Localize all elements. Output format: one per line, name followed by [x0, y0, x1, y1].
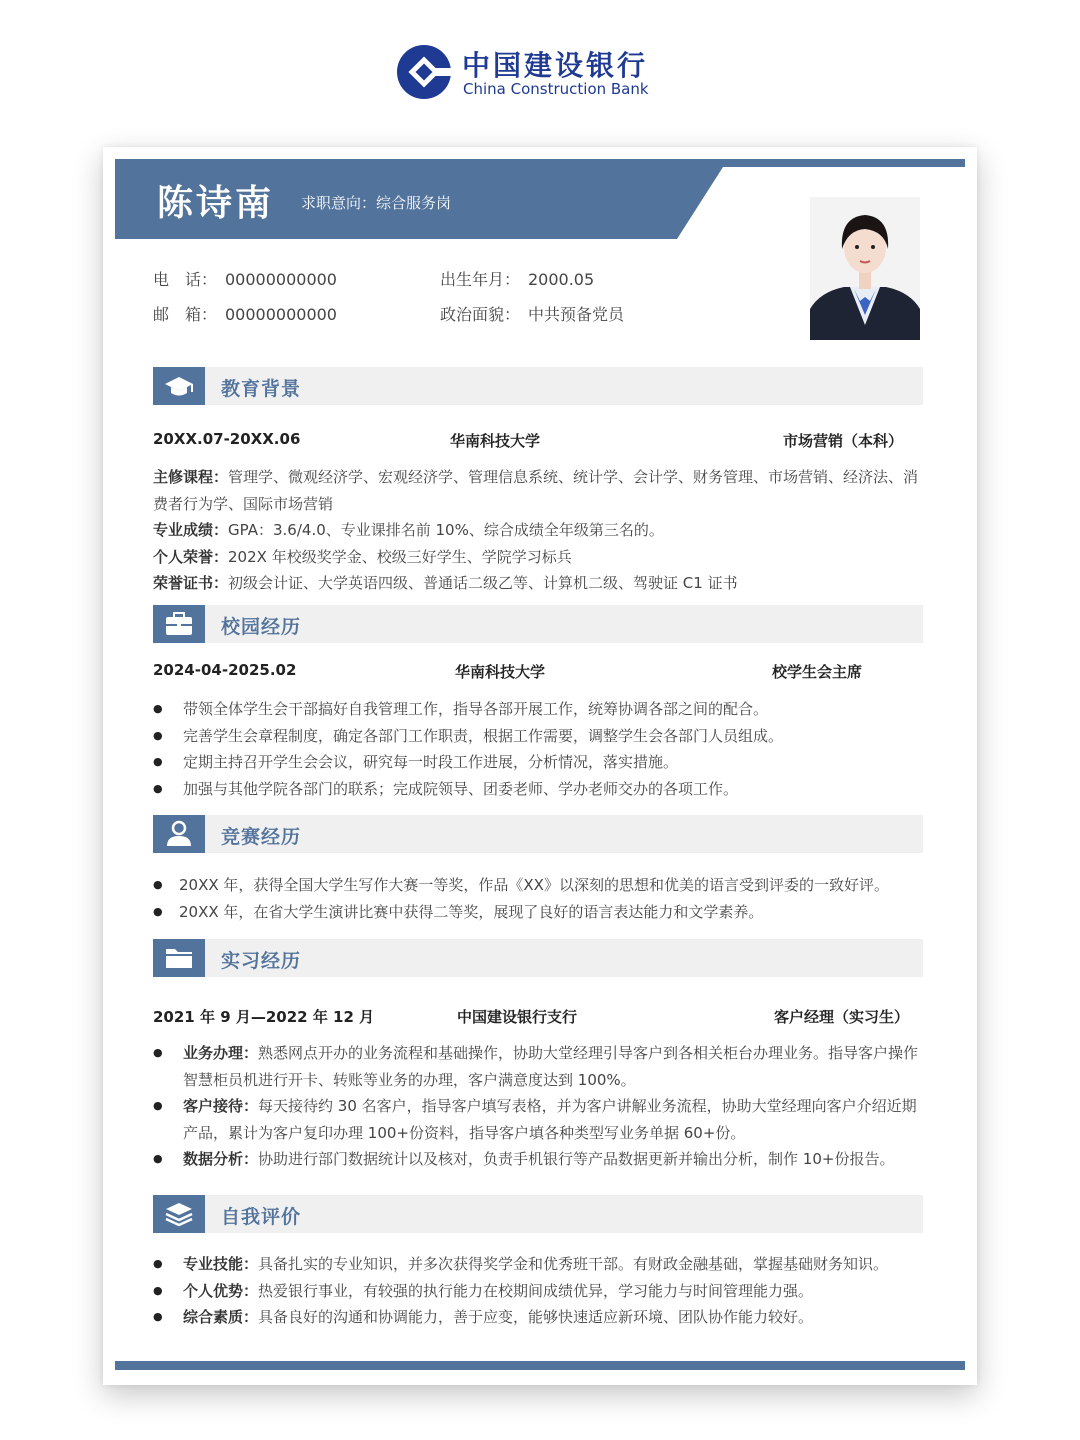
- education-date: 20XX.07-20XX.06: [153, 430, 301, 448]
- layers-icon: [153, 1195, 205, 1233]
- phone-label: 电 话：: [153, 270, 218, 289]
- section-education-title: 教育背景: [221, 378, 302, 400]
- education-school: 华南科技大学: [450, 432, 541, 450]
- bottom-accent-line: [115, 1361, 965, 1370]
- list-item: ● 专业技能：具备扎实的专业知识，并多次获得奖学金和优秀班干部。有财政金融基础，掌握基础财务知识。: [153, 1251, 925, 1278]
- campus-role: 校学生会主席: [772, 663, 863, 681]
- top-accent-line: [115, 159, 965, 167]
- internship-role: 客户经理（实习生）: [774, 1008, 910, 1026]
- campus-summary-row: [153, 661, 923, 683]
- list-item: ● 带领全体学生会干部搞好自我管理工作，指导各部开展工作，统筹协调各部之间的配合。: [153, 696, 925, 723]
- user-icon: [153, 815, 205, 853]
- section-campus-title: 校园经历: [221, 616, 302, 638]
- section-self-header: [153, 1195, 923, 1233]
- birth-value: 2000.05: [528, 270, 595, 289]
- internship-date: 2021 年 9 月—2022 年 12 月: [153, 1008, 375, 1026]
- section-campus-header: [153, 605, 923, 643]
- list-item: ● 20XX 年，在省大学生演讲比赛中获得二等奖，展现了良好的语言表达能力和文学素养。: [153, 899, 925, 926]
- briefcase-icon: [153, 605, 205, 643]
- list-item: ● 综合素质：具备良好的沟通和协调能力，善于应变，能够快速适应新环境、团队协作能力较好。: [153, 1304, 925, 1331]
- logo-chinese-name: 中国建设银行: [462, 49, 649, 82]
- competition-bullets: [153, 872, 925, 925]
- phone-value: 00000000000: [225, 270, 337, 289]
- section-self-title: 自我评价: [221, 1206, 302, 1228]
- internship-summary-row: [153, 1006, 923, 1028]
- birth-field: [440, 267, 594, 290]
- birth-label: 出生年月：: [440, 270, 521, 289]
- graduation-cap-icon: [153, 367, 205, 405]
- resume-paper: [103, 147, 977, 1385]
- political-value: 中共预备党员: [528, 305, 625, 324]
- list-item: ● 个人优势：热爱银行事业，有较强的执行能力在校期间成绩优异，学习能力与时间管理能力强。: [153, 1278, 925, 1305]
- section-internship-title: 实习经历: [221, 950, 302, 972]
- education-item: 主修课程：管理学、微观经济学、宏观经济学、管理信息系统、统计学、会计学、财务管理、市场营销、经济法、消费者行为学、国际市场营销: [153, 468, 919, 513]
- email-field: [153, 302, 337, 325]
- candidate-name: 陈诗南: [157, 183, 275, 224]
- list-item: ● 完善学生会章程制度，确定各部门工作职责，根据工作需要，调整学生会各部门人员组成。: [153, 723, 925, 750]
- internship-bullets: [153, 1040, 925, 1173]
- email-value: 00000000000: [225, 305, 337, 324]
- email-label: 邮 箱：: [153, 305, 218, 324]
- section-education-header: [153, 367, 923, 405]
- list-item: ● 业务办理：熟悉网点开办的业务流程和基础操作，协助大堂经理引导客户到各相关柜台办理业务。指导客户操作智慧柜员机进行开卡、转账等业务的办理，客户满意度达到 100%。: [153, 1040, 925, 1093]
- self-bullets: [153, 1251, 925, 1331]
- ccb-logo: [396, 42, 696, 104]
- list-item: ● 加强与其他学院各部门的联系；完成院领导、团委老师、学办老师交办的各项工作。: [153, 776, 925, 803]
- list-item: ● 定期主持召开学生会会议，研究每一时段工作进展，分析情况，落实措施。: [153, 749, 925, 776]
- campus-date: 2024-04-2025.02: [153, 661, 297, 679]
- education-details: [153, 464, 925, 597]
- portrait-image: [810, 197, 920, 340]
- education-major: 市场营销（本科）: [783, 432, 904, 450]
- section-competition-header: [153, 815, 923, 853]
- phone-field: [153, 267, 337, 290]
- education-summary-row: [153, 430, 923, 452]
- education-item: 个人荣誉：202X 年校级奖学金、校级三好学生、学院学习标兵: [153, 547, 572, 566]
- list-item: ● 20XX 年，获得全国大学生写作大赛一等奖，作品《XX》以深刻的思想和优美的语言受到评委的一致好评。: [153, 872, 925, 899]
- education-item: 荣誉证书：初级会计证、大学英语四级、普通话二级乙等、计算机二级、驾驶证 C1 证书: [153, 574, 738, 592]
- campus-bullets: [153, 696, 925, 802]
- campus-org: 华南科技大学: [455, 663, 546, 681]
- education-item: 专业成绩：GPA：3.6/4.0、专业课排名前 10%、综合成绩全年级第三名的。: [153, 521, 664, 539]
- logo-english-name: China Construction Bank: [463, 80, 649, 98]
- political-label: 政治面貌：: [440, 305, 521, 324]
- internship-org: 中国建设银行支行: [457, 1008, 578, 1026]
- list-item: ● 数据分析：协助进行部门数据统计以及核对，负责手机银行等产品数据更新并输出分析，制作 10+份报告。: [153, 1146, 925, 1173]
- profile-photo: [810, 197, 920, 340]
- political-field: [440, 302, 624, 325]
- name-banner: [115, 167, 723, 239]
- folder-icon: [153, 939, 205, 977]
- section-internship-header: [153, 939, 923, 977]
- ccb-logo-icon: [396, 44, 452, 100]
- section-competition-title: 竞赛经历: [221, 826, 302, 848]
- job-intent: 求职意向：综合服务岗: [301, 194, 452, 212]
- list-item: ● 客户接待：每天接待约 30 名客户，指导客户填写表格，并为客户讲解业务流程，协助大堂经理向客户介绍近期产品，累计为客户复印办理 100+份资料，指导客户填各种类型写业务单据 60+份。: [153, 1093, 925, 1146]
